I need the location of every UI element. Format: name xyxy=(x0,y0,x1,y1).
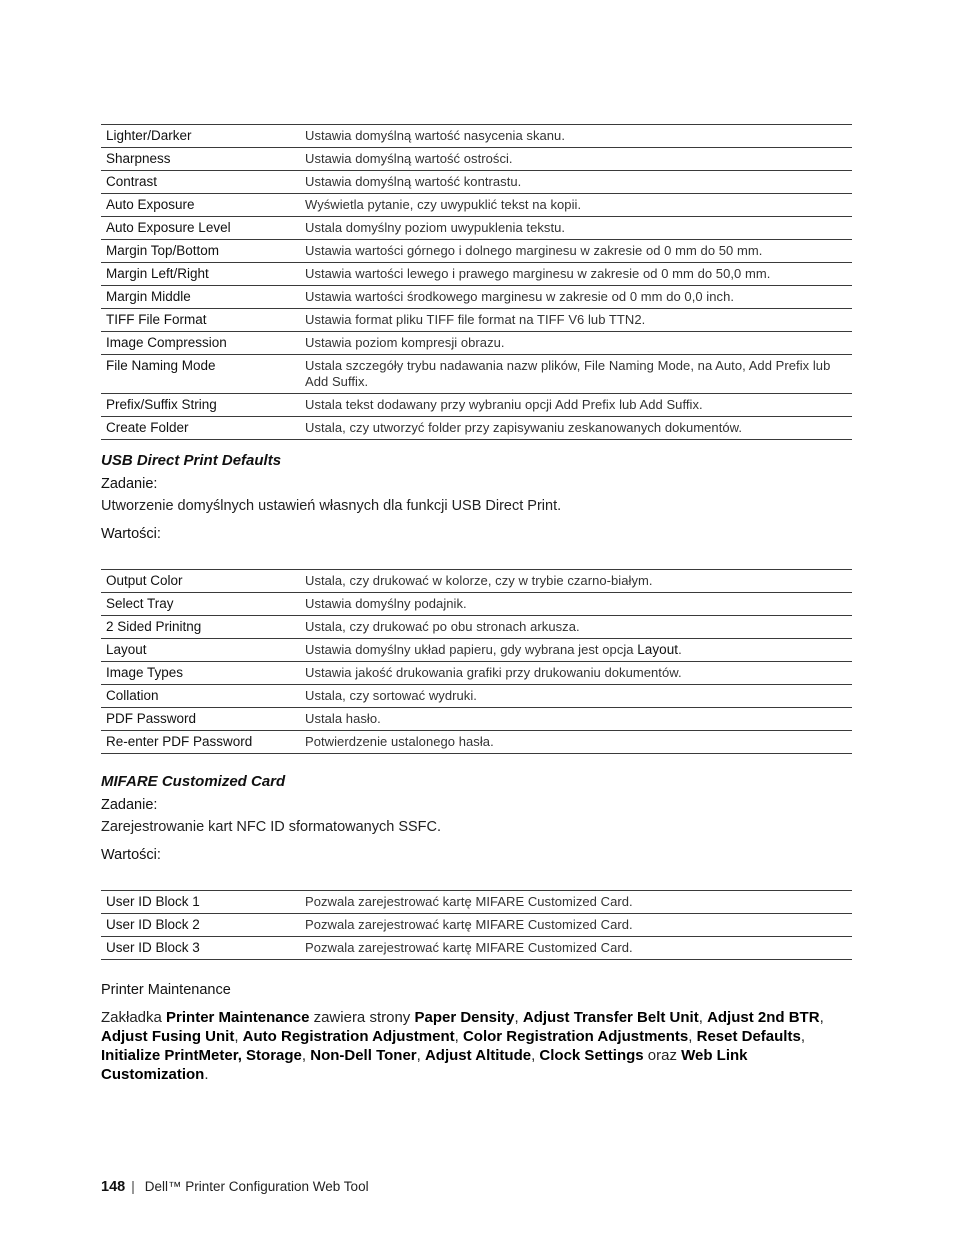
setting-description: Pozwala zarejestrować kartę MIFARE Customized Card. xyxy=(300,937,852,960)
setting-description: Ustala, czy drukować po obu stronach arkusza. xyxy=(300,616,852,639)
table-row xyxy=(101,914,852,937)
mifare-section-title: MIFARE Customized Card xyxy=(101,773,286,790)
table-row xyxy=(101,309,852,332)
setting-description: Ustawia domyślny podajnik. xyxy=(300,593,852,616)
setting-name: Create Folder xyxy=(101,417,300,440)
setting-name: Margin Left/Right xyxy=(101,263,300,286)
setting-description: Ustala szczegóły trybu nadawania nazw plików, File Naming Mode, na Auto, Add Prefix lub Add Suffix. xyxy=(300,355,852,394)
table-row xyxy=(101,125,852,148)
page-name: Clock Settings xyxy=(539,1047,644,1064)
setting-description: Ustawia wartości lewego i prawego marginesu w zakresie od 0 mm do 50,0 mm. xyxy=(300,263,852,286)
setting-name: PDF Password xyxy=(101,708,300,731)
mifare-task-label: Zadanie: xyxy=(101,797,158,813)
table-row xyxy=(101,891,852,914)
setting-description: Ustawia jakość drukowania grafiki przy drukowaniu dokumentów. xyxy=(300,662,852,685)
list-separator: , xyxy=(454,1028,463,1045)
table-row xyxy=(101,355,852,394)
setting-name: Collation xyxy=(101,685,300,708)
setting-description: Ustala, czy utworzyć folder przy zapisywaniu zeskanowanych dokumentów. xyxy=(300,417,852,440)
list-separator: , xyxy=(698,1009,708,1026)
table-row xyxy=(101,148,852,171)
printer-maintenance-paragraph xyxy=(101,1008,836,1084)
tab-name: Printer Maintenance xyxy=(166,1009,310,1026)
setting-name: TIFF File Format xyxy=(101,309,300,332)
paragraph-text: . xyxy=(204,1066,209,1083)
setting-description: Pozwala zarejestrować kartę MIFARE Customized Card. xyxy=(300,914,852,937)
paragraph-text: Zakładka xyxy=(101,1009,167,1026)
page-number: 148 xyxy=(101,1179,126,1195)
table-row xyxy=(101,394,852,417)
setting-name: Output Color xyxy=(101,570,300,593)
setting-description: Ustawia domyślną wartość kontrastu. xyxy=(300,171,852,194)
page-name: Adjust Fusing Unit xyxy=(101,1028,235,1045)
table-row xyxy=(101,662,852,685)
page-name: Paper Density xyxy=(414,1009,515,1026)
list-separator: , xyxy=(531,1047,540,1064)
table-row xyxy=(101,332,852,355)
setting-description: Ustawia wartości środkowego marginesu w zakresie od 0 mm do 0,0 inch. xyxy=(300,286,852,309)
setting-description: Wyświetla pytanie, czy uwypuklić tekst na kopii. xyxy=(300,194,852,217)
list-separator: , xyxy=(688,1028,697,1045)
setting-name: Lighter/Darker xyxy=(101,125,300,148)
page-name: Adjust 2nd BTR xyxy=(707,1009,820,1026)
setting-name: Auto Exposure xyxy=(101,194,300,217)
setting-name: Sharpness xyxy=(101,148,300,171)
setting-name: Re-enter PDF Password xyxy=(101,731,300,754)
page-name: Web Link Customization xyxy=(101,1047,748,1083)
paragraph-text: zawiera strony xyxy=(309,1009,415,1026)
setting-description: Ustawia poziom kompresji obrazu. xyxy=(300,332,852,355)
table-row xyxy=(101,639,852,662)
page-name: Auto Registration Adjustment xyxy=(242,1028,455,1045)
setting-name: Image Compression xyxy=(101,332,300,355)
setting-description: Ustawia format pliku TIFF file format na TIFF V6 lub TTN2. xyxy=(300,309,852,332)
setting-name: File Naming Mode xyxy=(101,355,300,394)
page-name: Adjust Altitude xyxy=(424,1047,532,1064)
setting-name: Prefix/Suffix String xyxy=(101,394,300,417)
setting-description: Ustala hasło. xyxy=(300,708,852,731)
table-row xyxy=(101,570,852,593)
setting-description: Ustala, czy sortować wydruki. xyxy=(300,685,852,708)
setting-description: Ustawia domyślną wartość ostrości. xyxy=(300,148,852,171)
usb-task-label: Zadanie: xyxy=(101,476,158,492)
setting-description: Potwierdzenie ustalonego hasła. xyxy=(300,731,852,754)
setting-name: Layout xyxy=(101,639,300,662)
list-separator: , xyxy=(416,1047,425,1064)
page-name: Non-Dell Toner xyxy=(310,1047,417,1064)
footer-separator: | xyxy=(131,1179,135,1194)
list-separator: , xyxy=(514,1009,523,1026)
usb-settings-table xyxy=(101,569,852,754)
mifare-settings-table xyxy=(101,890,852,960)
setting-name: Auto Exposure Level xyxy=(101,217,300,240)
table-row xyxy=(101,263,852,286)
table-row xyxy=(101,194,852,217)
table-row xyxy=(101,286,852,309)
mifare-task-text: Zarejestrowanie kart NFC ID sformatowanych SSFC. xyxy=(101,819,442,835)
list-separator: , xyxy=(800,1028,805,1045)
setting-description: Ustala, czy drukować w kolorze, czy w trybie czarno-białym. xyxy=(300,570,852,593)
setting-description: Pozwala zarejestrować kartę MIFARE Customized Card. xyxy=(300,891,852,914)
table-row xyxy=(101,217,852,240)
table-row xyxy=(101,171,852,194)
page-name: Initialize PrintMeter, Storage xyxy=(101,1047,302,1064)
setting-description: Ustawia wartości górnego i dolnego marginesu w zakresie od 0 mm do 50 mm. xyxy=(300,240,852,263)
setting-name: User ID Block 1 xyxy=(101,891,300,914)
setting-description: Ustawia domyślną wartość nasycenia skanu. xyxy=(300,125,852,148)
setting-name: Select Tray xyxy=(101,593,300,616)
table-row xyxy=(101,685,852,708)
table-row xyxy=(101,708,852,731)
option-name: Layout xyxy=(637,642,679,657)
setting-name: Image Types xyxy=(101,662,300,685)
setting-name: Margin Middle xyxy=(101,286,300,309)
setting-name: 2 Sided Prinitng xyxy=(101,616,300,639)
mifare-values-label: Wartości: xyxy=(101,847,161,863)
setting-description: Ustala domyślny poziom uwypuklenia tekstu. xyxy=(300,217,852,240)
list-separator: , xyxy=(819,1009,824,1026)
table-row xyxy=(101,937,852,960)
list-separator: , xyxy=(301,1047,311,1064)
page-name: Adjust Transfer Belt Unit xyxy=(522,1009,699,1026)
table-row xyxy=(101,593,852,616)
usb-task-text: Utworzenie domyślnych ustawień własnych dla funkcji USB Direct Print. xyxy=(101,498,562,514)
page-name: Reset Defaults xyxy=(696,1028,801,1045)
scan-settings-table xyxy=(101,124,852,440)
setting-name: User ID Block 3 xyxy=(101,937,300,960)
printer-maintenance-heading: Printer Maintenance xyxy=(101,982,231,998)
page-name: Color Registration Adjustments xyxy=(462,1028,689,1045)
usb-section-title: USB Direct Print Defaults xyxy=(101,452,282,469)
setting-description: Ustala tekst dodawany przy wybraniu opcji Add Prefix lub Add Suffix. xyxy=(300,394,852,417)
table-row xyxy=(101,417,852,440)
description-text: . xyxy=(678,642,682,657)
footer-title: Dell™ Printer Configuration Web Tool xyxy=(144,1179,369,1194)
list-separator: , xyxy=(234,1028,243,1045)
description-text: Ustawia domyślny układ papieru, gdy wybrana jest opcja xyxy=(305,642,638,657)
page-footer xyxy=(101,1179,369,1195)
setting-name: User ID Block 2 xyxy=(101,914,300,937)
setting-name: Margin Top/Bottom xyxy=(101,240,300,263)
table-row xyxy=(101,616,852,639)
usb-values-label: Wartości: xyxy=(101,526,161,542)
table-row xyxy=(101,731,852,754)
paragraph-text: oraz xyxy=(643,1047,682,1064)
setting-description xyxy=(300,639,852,662)
setting-name: Contrast xyxy=(101,171,300,194)
table-row xyxy=(101,240,852,263)
